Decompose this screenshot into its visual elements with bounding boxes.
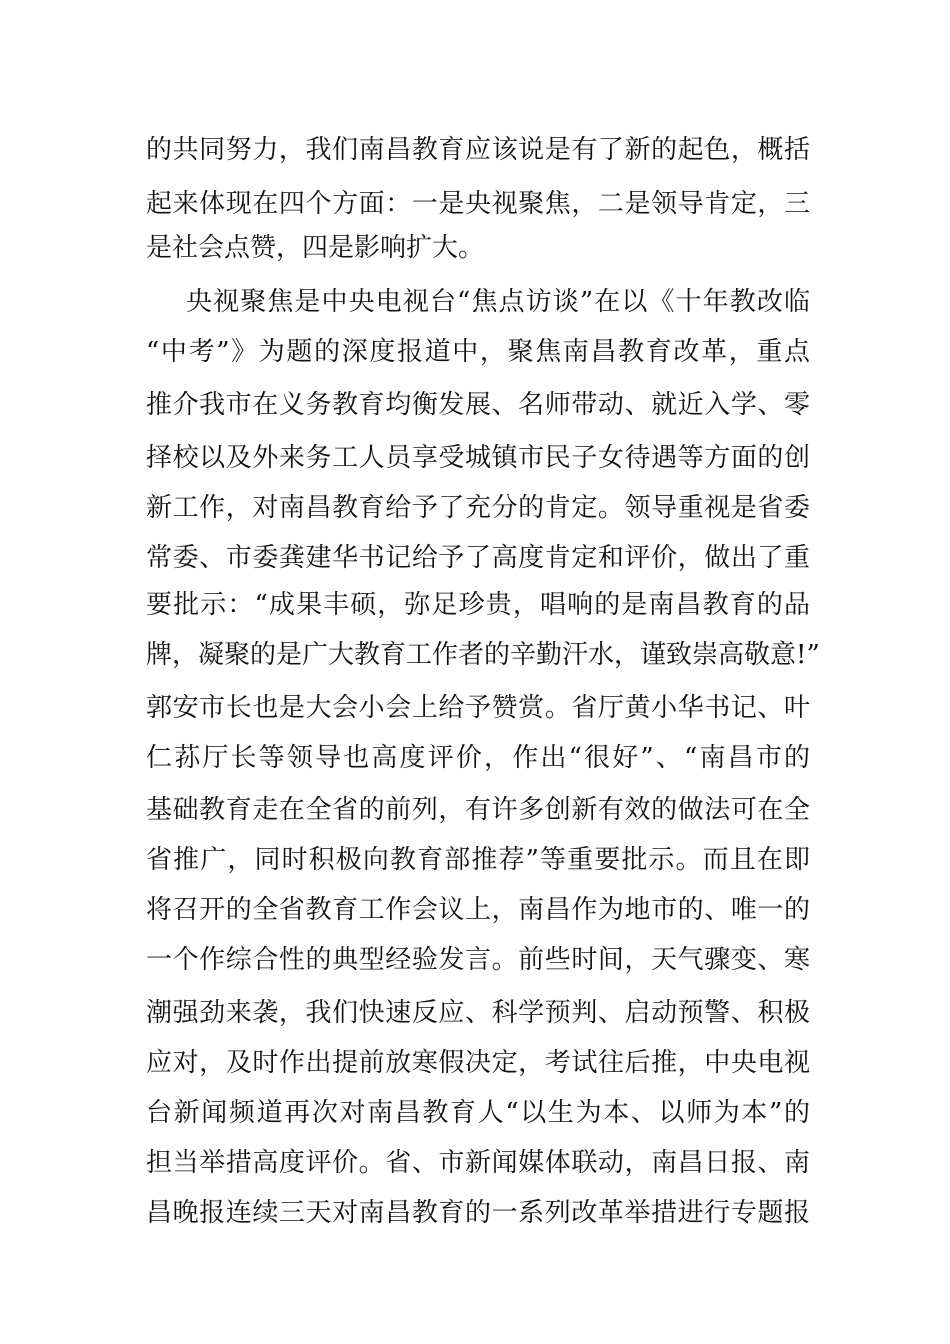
text-line: 新工作，对南昌教育给予了充分的肯定。领导重视是省委 <box>146 493 810 523</box>
text-line: 择校以及外来务工人员享受城镇市民子女待遇等方面的创 <box>146 443 810 473</box>
text-line: 省推广，同时积极向教育部推荐”等重要批示。而且在即 <box>146 845 810 875</box>
text-line: 基础教育走在全省的前列，有许多创新有效的做法可在全 <box>146 795 810 825</box>
paragraph-start-line: 央视聚焦是中央电视台“焦点访谈”在以《十年教改临 <box>186 287 810 317</box>
text-line: 担当举措高度评价。省、市新闻媒体联动，南昌日报、南 <box>146 1148 810 1178</box>
text-line: 推介我市在义务教育均衡发展、名师带动、就近入学、零 <box>146 390 810 420</box>
text-line: 常委、市委龚建华书记给予了高度肯定和评价，做出了重 <box>146 543 810 573</box>
text-line: 一个作综合性的典型经验发言。前些时间，天气骤变、寒 <box>146 945 810 975</box>
text-line: 应对，及时作出提前放寒假决定，考试往后推，中央电视 <box>146 1048 810 1078</box>
text-line: 的共同努力，我们南昌教育应该说是有了新的起色，概括 <box>146 135 810 165</box>
text-line: 仁荪厅长等领导也高度评价，作出“很好”、“南昌市的 <box>146 743 810 773</box>
text-line: 要批示：“成果丰硕，弥足珍贵，唱响的是南昌教育的品 <box>146 590 810 620</box>
text-line: 台新闻频道再次对南昌教育人“以生为本、以师为本”的 <box>146 1098 810 1128</box>
text-line: “中考”》为题的深度报道中，聚焦南昌教育改革，重点 <box>146 337 810 367</box>
text-line: 将召开的全省教育工作会议上，南昌作为地市的、唯一的 <box>146 895 810 925</box>
text-line: 潮强劲来袭，我们快速反应、科学预判、启动预警、积极 <box>146 998 810 1028</box>
text-line: 牌，凝聚的是广大教育工作者的辛勤汗水，谨致崇高敬意!” <box>146 640 820 670</box>
text-line: 郭安市长也是大会小会上给予赞赏。省厅黄小华书记、叶 <box>146 693 810 723</box>
text-line: 是社会点赞，四是影响扩大。 <box>146 233 485 263</box>
text-line: 起来体现在四个方面：一是央视聚焦，二是领导肯定，三 <box>146 189 810 219</box>
text-line: 昌晚报连续三天对南昌教育的一系列改革举措进行专题报 <box>146 1198 810 1228</box>
